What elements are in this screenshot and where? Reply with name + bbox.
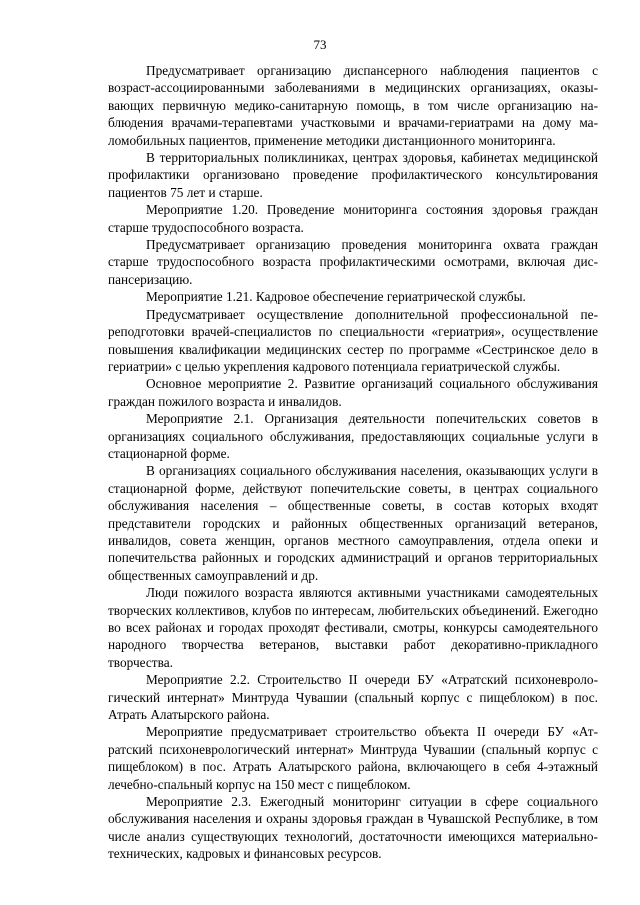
paragraph-main-measure-2: Основное мероприятие 2. Развитие организаций социального обслуживания граждан пожилого возраста и инвалидов.	[108, 376, 598, 409]
page-number: 73	[313, 37, 327, 52]
paragraph-measure-1-21: Мероприятие 1.21. Кадровое обеспечение гериатрической службы.	[146, 289, 526, 305]
paragraph-measure-1-20: Мероприятие 1.20. Проведение мониторинга состояния здоровья граждан старше трудоспособного возраста.	[108, 202, 598, 235]
paragraph-elderly-activities: Люди пожилого возраста являются активными участниками самодеятельных творческих коллективов, клубов по интересам, любительских объединений. Ежегодно во всех районах и городах проходят фестивали, смотры, конкурсы самодеятельного народного творчества ветеранов, выставки работ декоративно-прикладного творчества.	[108, 585, 598, 670]
body-text	[108, 62, 598, 863]
paragraph-measure-2-3: Мероприятие 2.3. Ежегодный мониторинг ситуации в сфере социального обслуживания населения и охраны здоровья граждан в Чувашской Республике, в том числе анализ существующих технологий, достаточности имеющихся материально-технических, кадровых и финансовых ресурсов.	[108, 794, 598, 862]
paragraph-dispensary-observation: Предусматривает организацию диспансерного наблюдения пациентов с возраст-ассоциированными заболеваниями в медицинских организациях, оказывающих первичную медико-санитарную помощь, в том числе организацию наблюдения врачами-терапевтами участковыми и врачами-гериатрами на дому маломобильных пациентов, применение методики дистанционного мониторинга.	[108, 63, 598, 148]
paragraph-monitoring-coverage: Предусматривает организацию проведения мониторинга охвата граждан старше трудоспособного возраста профилактическими осмотрами, включая диспансеризацию.	[108, 237, 598, 287]
paragraph-construction-details: Мероприятие предусматривает строительство объекта II очереди БУ «Атратский психоневрологический интернат» Минтруда Чувашии (спальный корпус с пищеблоком) в пос. Атрать Алатырского района, включающего в себя 4-этажный лечебно-спальный корпус на 150 мест с пищеблоком.	[108, 724, 598, 792]
paragraph-trustee-councils: В организациях социального обслуживания населения, оказывающих услуги в стационарной форме, действуют попечительские советы, в центрах социального обслуживания населения – общественные советы, в состав которых входят представители городских и районных общественных организаций ветеранов, инвалидов, совета женщин, органов местного самоуправления, отдела опеки и попечительства районных и городских администраций и органов территориальных общественных самоуправлений и др.	[108, 463, 598, 583]
paragraph-measure-2-2: Мероприятие 2.2. Строительство II очереди БУ «Атратский психоневрологический интернат» Минтруда Чувашии (спальный корпус с пищеблоком) в пос. Атрать Алатырского района.	[108, 672, 598, 723]
paragraph-measure-2-1: Мероприятие 2.1. Организация деятельности попечительских советов в организациях социального обслуживания, предоставляющих социальные услуги в стационарной форме.	[108, 411, 598, 461]
paragraph-staff-training: Предусматривает осуществление дополнительной профессиональной переподготовки врачей-специалистов по специальности «гериатрия», осуществление повышения квалификации медицинских сестер по программе «Сестринское дело в гериатрии» с целью укрепления кадрового потенциала гериатрической службы.	[108, 306, 598, 374]
paragraph-preventive-consulting: В территориальных поликлиниках, центрах здоровья, кабинетах медицинской профилактики организовано проведение профилактического консультирования пациентов 75 лет и старше.	[108, 150, 598, 200]
